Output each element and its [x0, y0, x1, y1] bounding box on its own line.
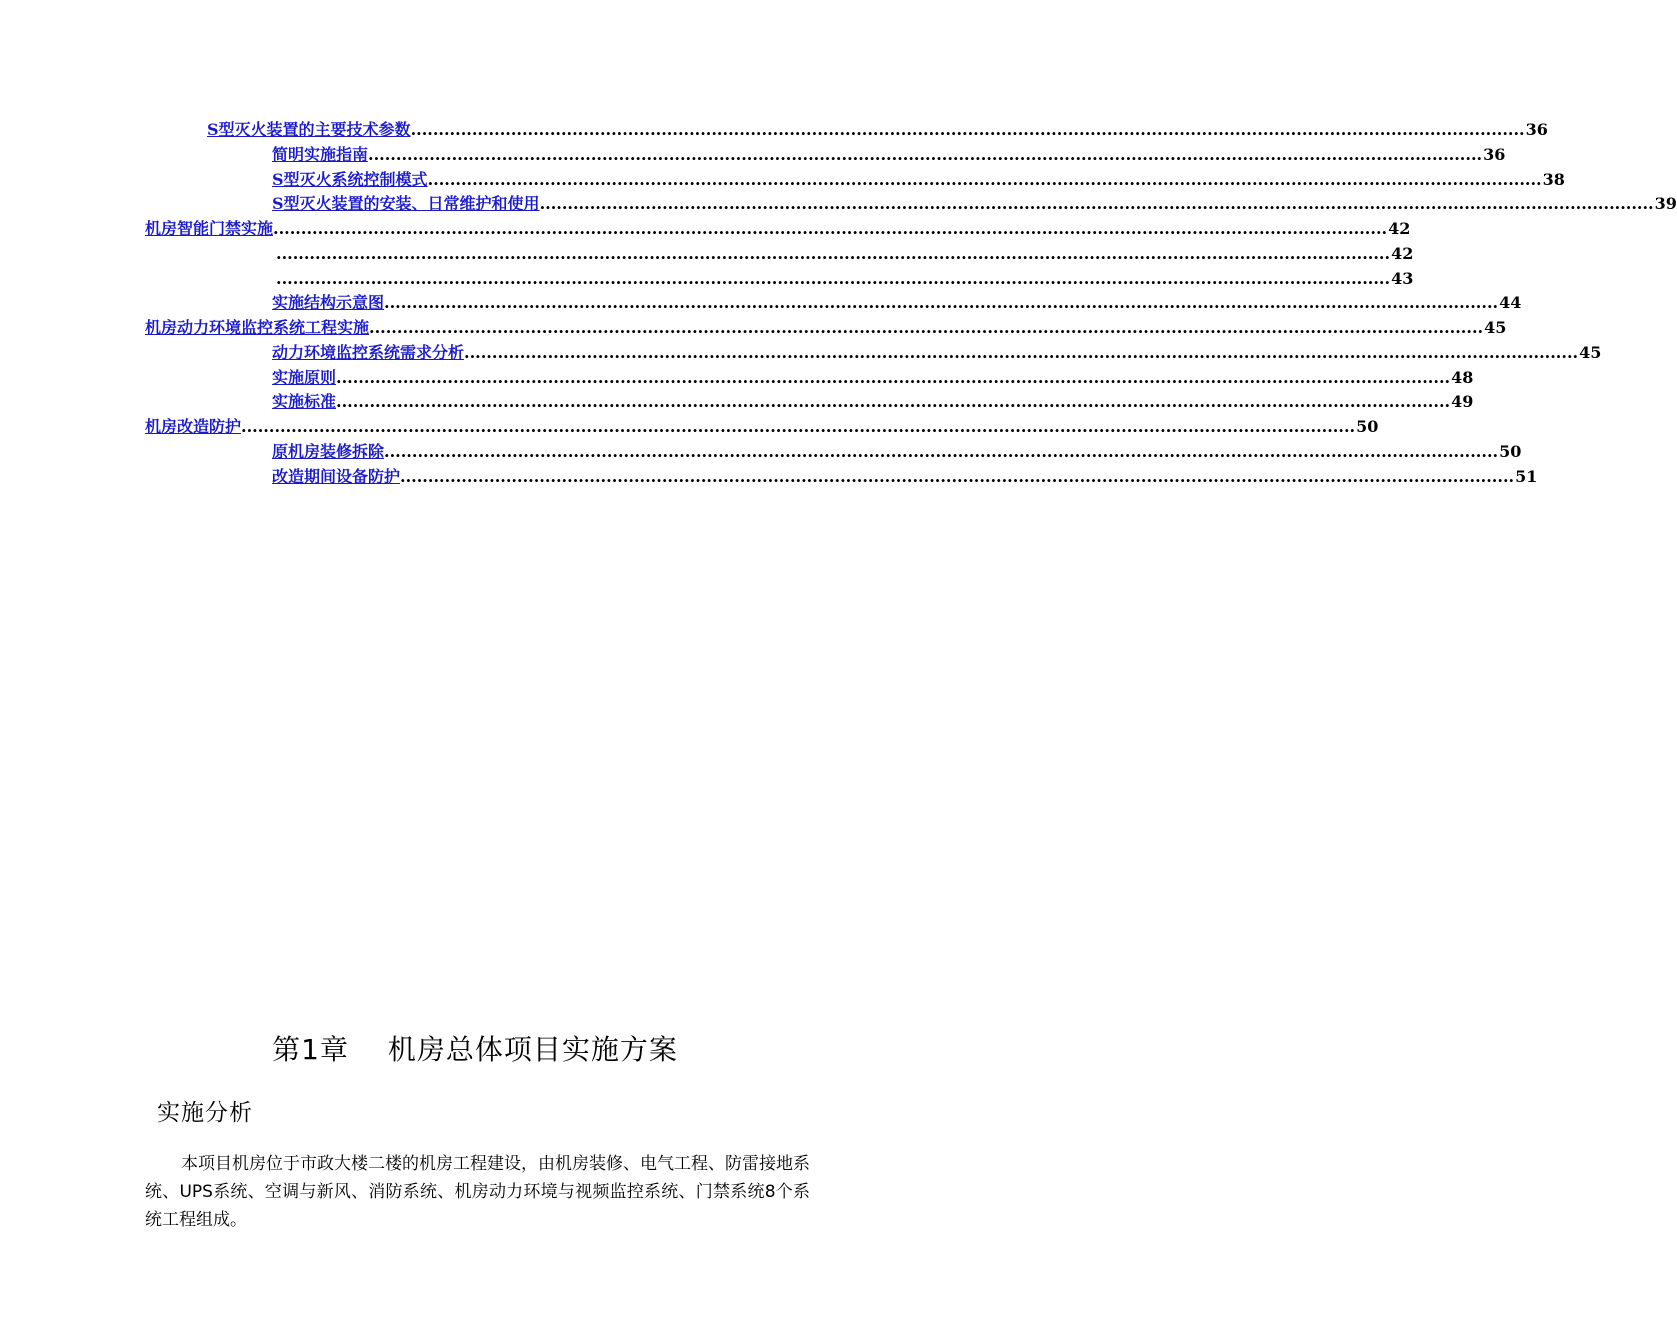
toc-entry-page: 50: [1356, 417, 1379, 436]
toc-entry[interactable]: [272, 438, 1522, 462]
toc-entry[interactable]: [272, 190, 1677, 214]
toc-leader-dots: ........................................................................................................................................................................................................: [369, 318, 1484, 337]
body-paragraph: [145, 1150, 810, 1234]
toc-entry[interactable]: [272, 289, 1522, 313]
toc-entry-label[interactable]: 机房改造防护: [145, 417, 242, 436]
toc-entry[interactable]: [145, 215, 1411, 239]
toc-leader-dots: ........................................................................................................................................................................................................: [241, 417, 1356, 436]
toc-entry[interactable]: [207, 116, 1548, 140]
toc-entry-label[interactable]: S型灭火装置的安装、日常维护和使用: [272, 194, 540, 213]
chapter-title: 第1章 机房总体项目实施方案: [272, 1033, 678, 1066]
toc-entry[interactable]: [272, 141, 1506, 165]
toc-entry[interactable]: [145, 413, 1379, 437]
toc-entry[interactable]: [272, 166, 1565, 190]
toc-entry[interactable]: [272, 388, 1474, 412]
toc-entry[interactable]: [272, 463, 1538, 487]
toc-entry-page: 36: [1483, 145, 1506, 164]
toc-entry-page: 45: [1579, 343, 1602, 362]
toc-entry-page: 38: [1542, 170, 1565, 189]
toc-leader-dots: ........................................................................................................................................................................................................: [276, 244, 1391, 263]
toc-entry-page: 50: [1499, 442, 1522, 461]
toc-leader-dots: ........................................................................................................................................................................................................: [464, 343, 1579, 362]
toc-entry[interactable]: [272, 364, 1474, 388]
toc-entry-page: 45: [1484, 318, 1507, 337]
toc-entry-page: 42: [1388, 219, 1411, 238]
toc-leader-dots: ........................................................................................................................................................................................................: [400, 467, 1515, 486]
toc-entry-label[interactable]: 实施结构示意图: [272, 293, 385, 312]
toc-entry[interactable]: [272, 265, 1414, 289]
toc-entry-label[interactable]: 改造期间设备防护: [272, 467, 401, 486]
toc-entry-label[interactable]: 机房智能门禁实施: [145, 219, 274, 238]
toc-entry-page: 43: [1391, 269, 1414, 288]
toc-entry-page: 51: [1515, 467, 1538, 486]
toc-leader-dots: ........................................................................................................................................................................................................: [368, 145, 1483, 164]
toc-leader-dots: ........................................................................................................................................................................................................: [539, 194, 1654, 213]
toc-entry-page: 36: [1525, 120, 1548, 139]
toc-entry[interactable]: [145, 314, 1507, 338]
toc-leader-dots: ........................................................................................................................................................................................................: [384, 293, 1499, 312]
toc-entry[interactable]: [272, 339, 1602, 363]
toc-entry-label[interactable]: 原机房装修拆除: [272, 442, 385, 461]
toc-entry-page: 49: [1451, 392, 1474, 411]
toc-entry-page: 48: [1451, 368, 1474, 387]
toc-entry-page: 44: [1499, 293, 1522, 312]
toc-entry-label[interactable]: 简明实施指南: [272, 145, 369, 164]
body-paragraph-text: 本项目机房位于市政大楼二楼的机房工程建设，由机房装修、电气工程、防雷接地系统、UPS系统、空调与新风、消防系统、机房动力环境与视频监控系统、门禁系统8个系统工程组成。: [145, 1154, 810, 1230]
toc-entry-label[interactable]: 实施原则: [272, 368, 337, 387]
toc-leader-dots: ........................................................................................................................................................................................................: [336, 368, 1451, 387]
toc-leader-dots: ........................................................................................................................................................................................................: [273, 219, 1388, 238]
toc-leader-dots: ........................................................................................................................................................................................................: [384, 442, 1499, 461]
toc-entry-page: 42: [1391, 244, 1414, 263]
toc-leader-dots: ........................................................................................................................................................................................................: [276, 269, 1391, 288]
toc-leader-dots: ........................................................................................................................................................................................................: [336, 392, 1451, 411]
toc-entry-page: 39: [1654, 194, 1677, 213]
toc-entry-label[interactable]: S型灭火装置的主要技术参数: [207, 120, 411, 139]
toc-entry[interactable]: [272, 240, 1414, 264]
toc-entry-label[interactable]: 动力环境监控系统需求分析: [272, 343, 465, 362]
section-title: 实施分析: [157, 1100, 253, 1126]
toc-leader-dots: ........................................................................................................................................................................................................: [427, 170, 1542, 189]
toc-entry-label[interactable]: 机房动力环境监控系统工程实施: [145, 318, 370, 337]
toc-leader-dots: ........................................................................................................................................................................................................: [410, 120, 1525, 139]
toc-entry-label[interactable]: 实施标准: [272, 392, 337, 411]
toc-entry-label[interactable]: S型灭火系统控制模式: [272, 170, 428, 189]
